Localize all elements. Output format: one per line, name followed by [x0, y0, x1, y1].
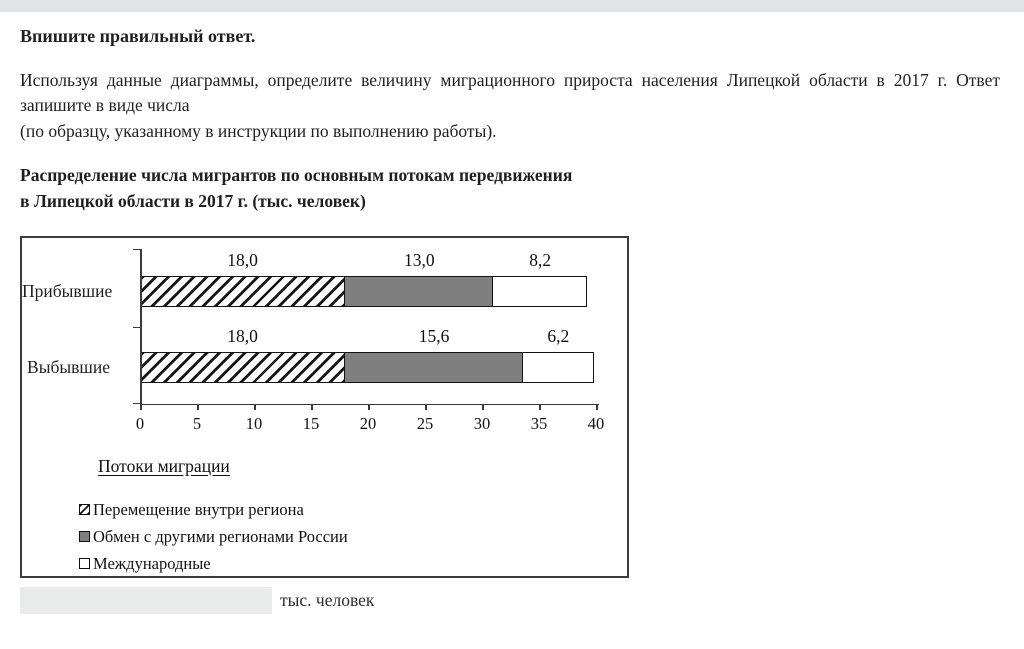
question-text-note: (по образцу, указанному в инструкции по выполнению работы).: [20, 120, 497, 141]
top-bar: [0, 0, 1024, 12]
y-axis-line: [140, 249, 142, 404]
bar-value-label: 13,0: [403, 249, 435, 270]
bar-segment: [344, 352, 523, 383]
x-axis-tick: [482, 404, 484, 410]
y-axis-tick: [133, 327, 140, 329]
y-axis-tick: [133, 249, 140, 251]
legend-label: Перемещение внутри региона: [93, 499, 304, 519]
legend-item: [79, 553, 211, 575]
x-axis-tick: [596, 404, 598, 410]
answer-row: [20, 587, 1000, 614]
bar-value-label: 15,6: [418, 325, 450, 346]
bar-segment: [522, 352, 594, 383]
x-axis-tick-label: 30: [473, 413, 491, 433]
bar-value-label: 6,2: [547, 325, 570, 346]
legend-item: [79, 526, 348, 548]
x-axis-tick: [539, 404, 541, 410]
answer-unit-label: тыс. человек: [280, 589, 375, 610]
x-axis-tick-label: 35: [530, 413, 548, 433]
color-swatch-icon: [79, 531, 90, 542]
chart-title-line2: в Липецкой области в 2017 г. (тыс. человек): [20, 191, 366, 212]
x-axis-tick-label: 10: [245, 413, 263, 433]
hatched-swatch-icon: [79, 504, 90, 515]
chart-title-line1: Распределение числа мигрантов по основным потокам передвижения: [20, 165, 573, 186]
x-axis-tick-label: 15: [302, 413, 320, 433]
bar-segment: [140, 276, 345, 307]
y-axis-tick: [133, 403, 140, 405]
x-axis-tick: [254, 404, 256, 410]
bar-value-label: 8,2: [529, 249, 552, 270]
question-page: [0, 26, 1024, 614]
x-axis-tick-label: 20: [359, 413, 377, 433]
question-text-main: Используя данные диаграммы, определите величину миграционного прироста населения Липецкой области в 2017 г. Ответ запишите в виде числа: [20, 70, 1000, 116]
legend-label: Обмен с другими регионами России: [93, 526, 348, 546]
x-axis-line: [140, 404, 599, 406]
x-axis-tick: [425, 404, 427, 410]
x-axis-tick-label: 40: [587, 413, 605, 433]
legend-item: [79, 499, 304, 521]
x-axis-tick-label: 5: [192, 413, 202, 433]
legend-title: Потоки миграции: [98, 455, 230, 476]
x-axis-tick: [197, 404, 199, 410]
legend-label: Международные: [93, 553, 211, 573]
bar-segment: [140, 352, 345, 383]
x-axis-tick: [368, 404, 370, 410]
bar-value-label: 18,0: [227, 325, 258, 346]
color-swatch-icon: [79, 558, 90, 569]
bar-segment: [344, 276, 494, 307]
question-text: [20, 68, 1000, 144]
category-label: Выбывшие: [27, 357, 110, 378]
bar-value-label: 18,0: [227, 249, 258, 270]
bar-segment: [492, 276, 587, 307]
page-title: Впишите правильный ответ.: [20, 26, 256, 46]
answer-input[interactable]: [20, 587, 272, 614]
x-axis-tick: [140, 404, 142, 410]
x-axis-tick-label: 0: [135, 413, 145, 433]
category-label: Прибывшие: [22, 281, 113, 302]
migration-chart: [20, 236, 629, 578]
chart-title: [20, 162, 1000, 215]
x-axis-tick-label: 25: [416, 413, 434, 433]
x-axis-tick: [311, 404, 313, 410]
